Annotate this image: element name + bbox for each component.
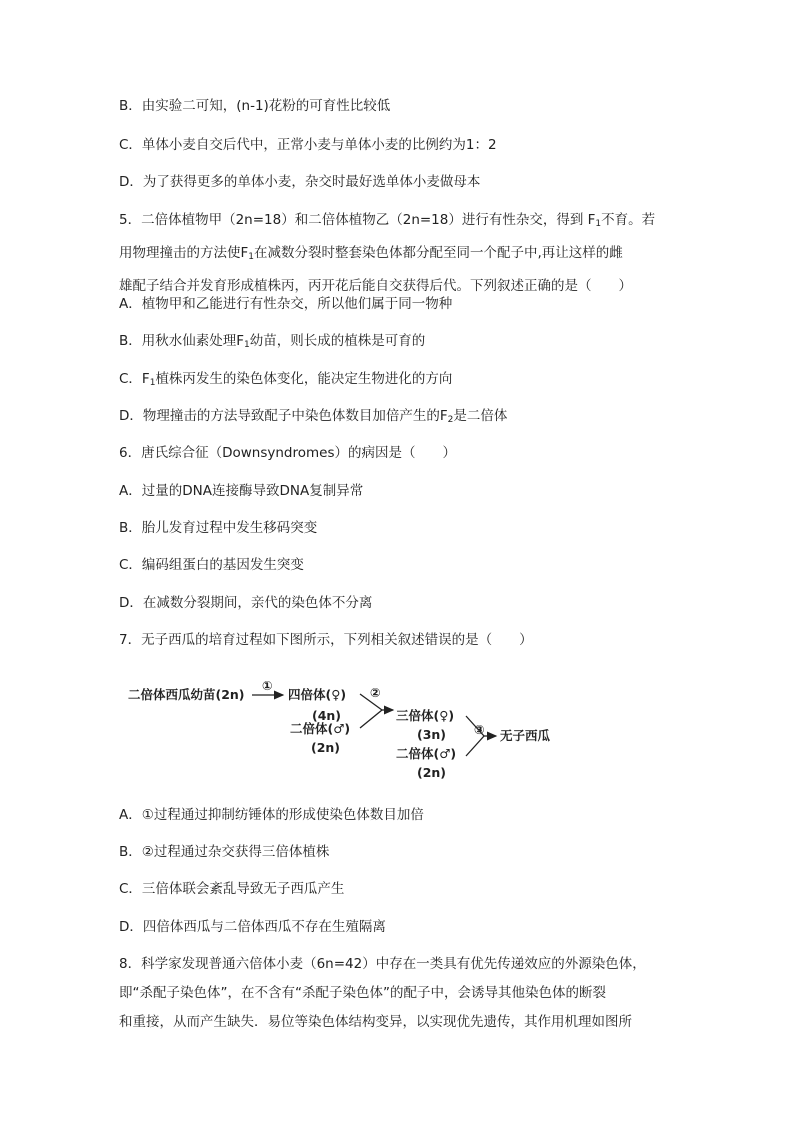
q5-option-d: D．物理撞击的方法导致配子中染色体数目加倍产生的$F_2$是二倍体 — [119, 408, 508, 425]
q4-option-d: D．为了获得更多的单体小麦，杂交时最好选单体小麦做母本 — [119, 174, 481, 190]
diagram-diploid-male-1-n: (2n) — [311, 740, 341, 755]
q5-stem-line-2: 用物理撞击的方法使$F_1$在减数分裂时整套染色体都分配至同一个配子中,再让这样的雌 — [119, 245, 623, 262]
q8-line-1: 8．科学家发现普通六倍体小麦（6n=42）中存在一类具有优先传递效应的外源染色体， — [119, 956, 646, 972]
diagram-diploid-male-1: 二倍体(♂) — [290, 721, 351, 736]
diagram-diploid-male-2: 二倍体(♂) — [396, 746, 457, 761]
diagram-triploid: 三倍体(♀) — [396, 708, 455, 723]
q8-stem — [119, 950, 689, 1037]
q5-option-c: C．$F_1$植株丙发生的染色体变化，能决定生物进化的方向 — [119, 371, 453, 388]
q6-option-a: A．过量的DNA连接酶导致DNA复制异常 — [119, 483, 364, 499]
q5-stem-line-3: 雄配子结合并发育形成植株丙，丙开花后能自交获得后代。下列叙述正确的是（ ） — [119, 278, 632, 294]
q6-stem: 6．唐氏综合征（Downsyndromes）的病因是（ ） — [119, 445, 456, 461]
q8-line-2: 即“杀配子染色体”，在不含有“杀配子染色体”的配子中，会诱导其他染色体的断裂 — [119, 985, 606, 1001]
q5-stem-line-1: 5．二倍体植物甲（2n=18）和二倍体植物乙（2n=18）进行有性杂交，得到 $F_1$不育。若 — [119, 212, 656, 229]
q6-option-b: B．胎儿发育过程中发生移码突变 — [119, 520, 318, 536]
diagram-step-1: ① — [262, 678, 273, 693]
q7-stem: 7．无子西瓜的培育过程如下图所示，下列相关叙述错误的是（ ） — [119, 632, 533, 648]
q7-option-a: A．①过程通过抑制纺锤体的形成使染色体数目加倍 — [119, 807, 424, 823]
watermelon-breeding-diagram — [128, 676, 568, 788]
q8-line-3: 和重接，从而产生缺失．易位等染色体结构变异，以实现优先遗传，其作用机理如图所 — [119, 1014, 632, 1030]
q7-option-c: C．三倍体联会紊乱导致无子西瓜产生 — [119, 881, 345, 897]
diagram-tetraploid: 四倍体(♀) — [288, 687, 347, 702]
q6-option-c: C．编码组蛋白的基因发生突变 — [119, 557, 304, 573]
diagram-step-2: ② — [370, 685, 381, 700]
diagram-result: 无子西瓜 — [500, 728, 551, 743]
q4-option-c: C．单体小麦自交后代中，正常小麦与单体小麦的比例约为1：2 — [119, 137, 497, 153]
q7-option-b: B．②过程通过杂交获得三倍体植株 — [119, 844, 330, 860]
q6-option-d: D．在减数分裂期间，亲代的染色体不分离 — [119, 595, 373, 611]
diagram-triploid-n: (3n) — [417, 727, 447, 742]
q4-option-b: B．由实验二可知，(n-1)花粉的可育性比较低 — [119, 98, 391, 114]
diagram-tetraploid-n: (4n) — [312, 708, 342, 723]
diagram-diploid-male-2-n: (2n) — [417, 765, 447, 780]
q5-stem — [119, 206, 689, 301]
q5-option-a: A．植物甲和乙能进行有性杂交，所以他们属于同一物种 — [119, 296, 453, 312]
q7-option-d: D．四倍体西瓜与二倍体西瓜不存在生殖隔离 — [119, 919, 386, 935]
q5-option-b: B．用秋水仙素处理$F_1$幼苗，则长成的植株是可育的 — [119, 333, 426, 350]
diagram-step-3: ③ — [474, 722, 485, 737]
diagram-start-label: 二倍体西瓜幼苗(2n) — [128, 687, 245, 702]
